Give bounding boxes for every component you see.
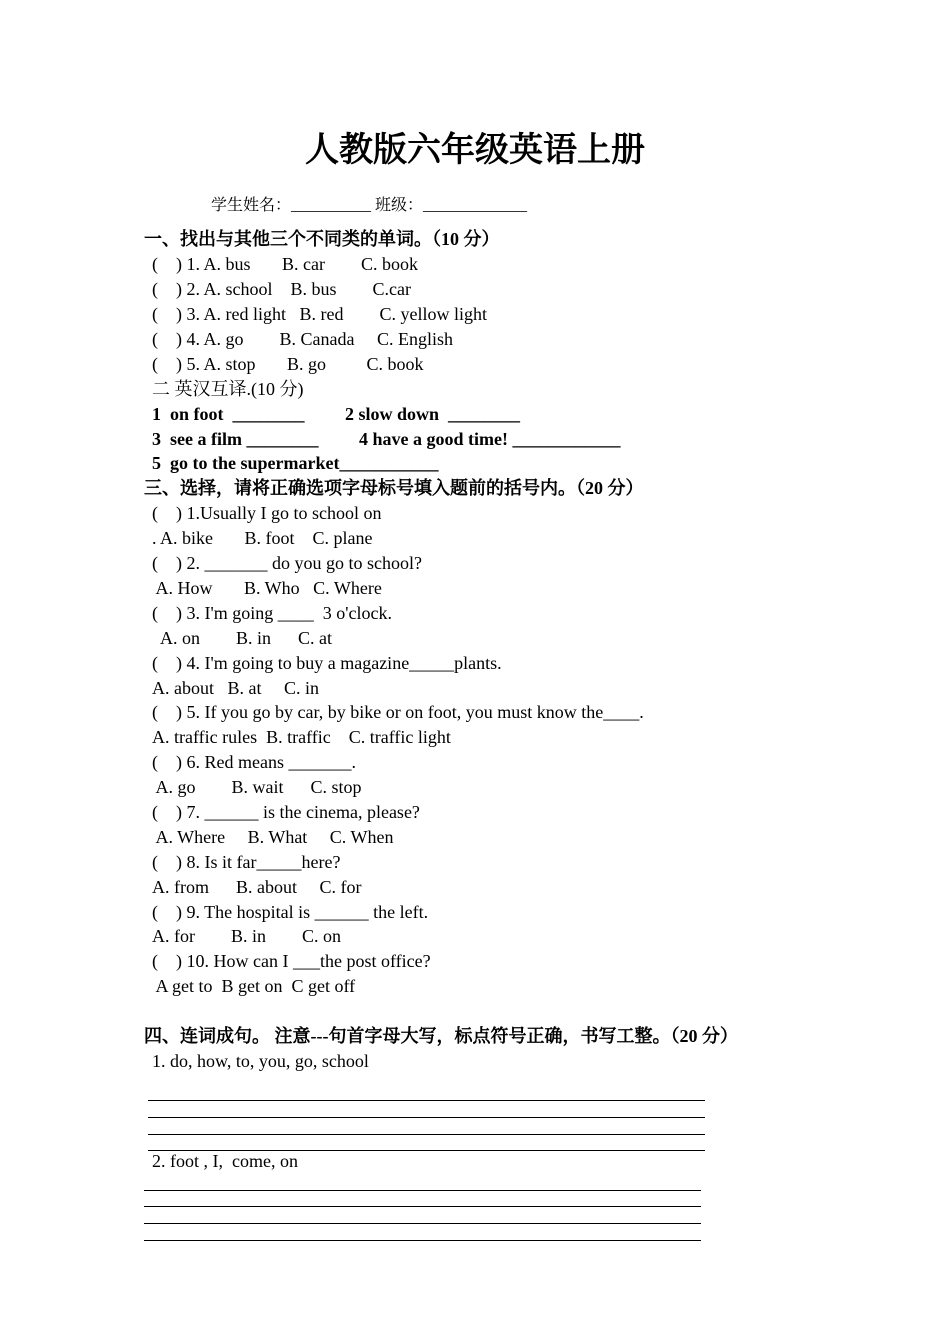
sec3-options: A. go B. wait C. stop [152,777,362,797]
sec1-item: ( ) 4. A. go B. Canada C. English [152,329,453,349]
sec3-options: A. How B. Who C. Where [152,578,382,598]
sec1-item: ( ) 1. A. bus B. car C. book [152,254,418,274]
student-info: 学生姓名：__________ 班级：_____________ [211,197,528,214]
sec3-question: ( ) 4. I'm going to buy a magazine_____plants. [152,653,502,673]
sec4-question-2: 2. foot , I, come, on [152,1151,298,1171]
page-title: 人教版六年级英语上册 [305,130,645,170]
sec3-options: . A. bike B. foot C. plane [152,528,373,548]
answer-line [144,1190,701,1191]
sec1-item: ( ) 3. A. red light B. red C. yellow light [152,304,487,324]
sec3-question: ( ) 6. Red means _______. [152,752,356,772]
sec4-question-1: 1. do, how, to, you, go, school [152,1051,369,1071]
sec3-options: A. Where B. What C. When [152,827,394,847]
sec3-options: A. from B. about C. for [152,877,362,897]
section-1-heading: 一、找出与其他三个不同类的单词。（10 分） [144,229,500,249]
sec2-item: 3 see a film ________ 4 have a good time! ____________ [152,429,621,449]
section-4-heading: 四、连词成句。 注意---句首字母大写，标点符号正确，书写工整。（20 分） [144,1026,738,1046]
sec3-question: ( ) 5. If you go by car, by bike or on foot, you must know the____. [152,702,644,722]
sec1-item: ( ) 5. A. stop B. go C. book [152,354,424,374]
answer-line [144,1223,701,1224]
answer-line [144,1240,701,1241]
section-2-heading: 二 英汉互译.(10 分) [152,379,304,399]
sec3-question: ( ) 2. _______ do you go to school? [152,553,422,573]
answer-line [148,1134,705,1135]
sec3-question: ( ) 9. The hospital is ______ the left. [152,902,429,922]
sec1-item: ( ) 2. A. school B. bus C.car [152,279,411,299]
answer-line [144,1206,701,1207]
answer-line [148,1100,705,1101]
sec3-options: A. traffic rules B. traffic C. traffic light [152,727,451,747]
sec3-options: A. on B. in C. at [152,628,333,648]
sec3-question: ( ) 7. ______ is the cinema, please? [152,802,420,822]
sec3-options: A get to B get on C get off [152,976,356,996]
section-3-heading: 三、选择，请将正确选项字母标号填入题前的括号内。（20 分） [144,478,644,498]
sec3-options: A. about B. at C. in [152,678,319,698]
sec3-question: ( ) 1.Usually I go to school on [152,503,382,523]
answer-line [148,1117,705,1118]
sec3-question: ( ) 10. How can I ___the post office? [152,951,431,971]
sec2-item: 5 go to the supermarket___________ [152,453,439,473]
sec3-question: ( ) 3. I'm going ____ 3 o'clock. [152,603,392,623]
sec2-item: 1 on foot ________ 2 slow down ________ [152,404,521,424]
sec3-options: A. for B. in C. on [152,926,341,946]
sec3-question: ( ) 8. Is it far_____here? [152,852,341,872]
